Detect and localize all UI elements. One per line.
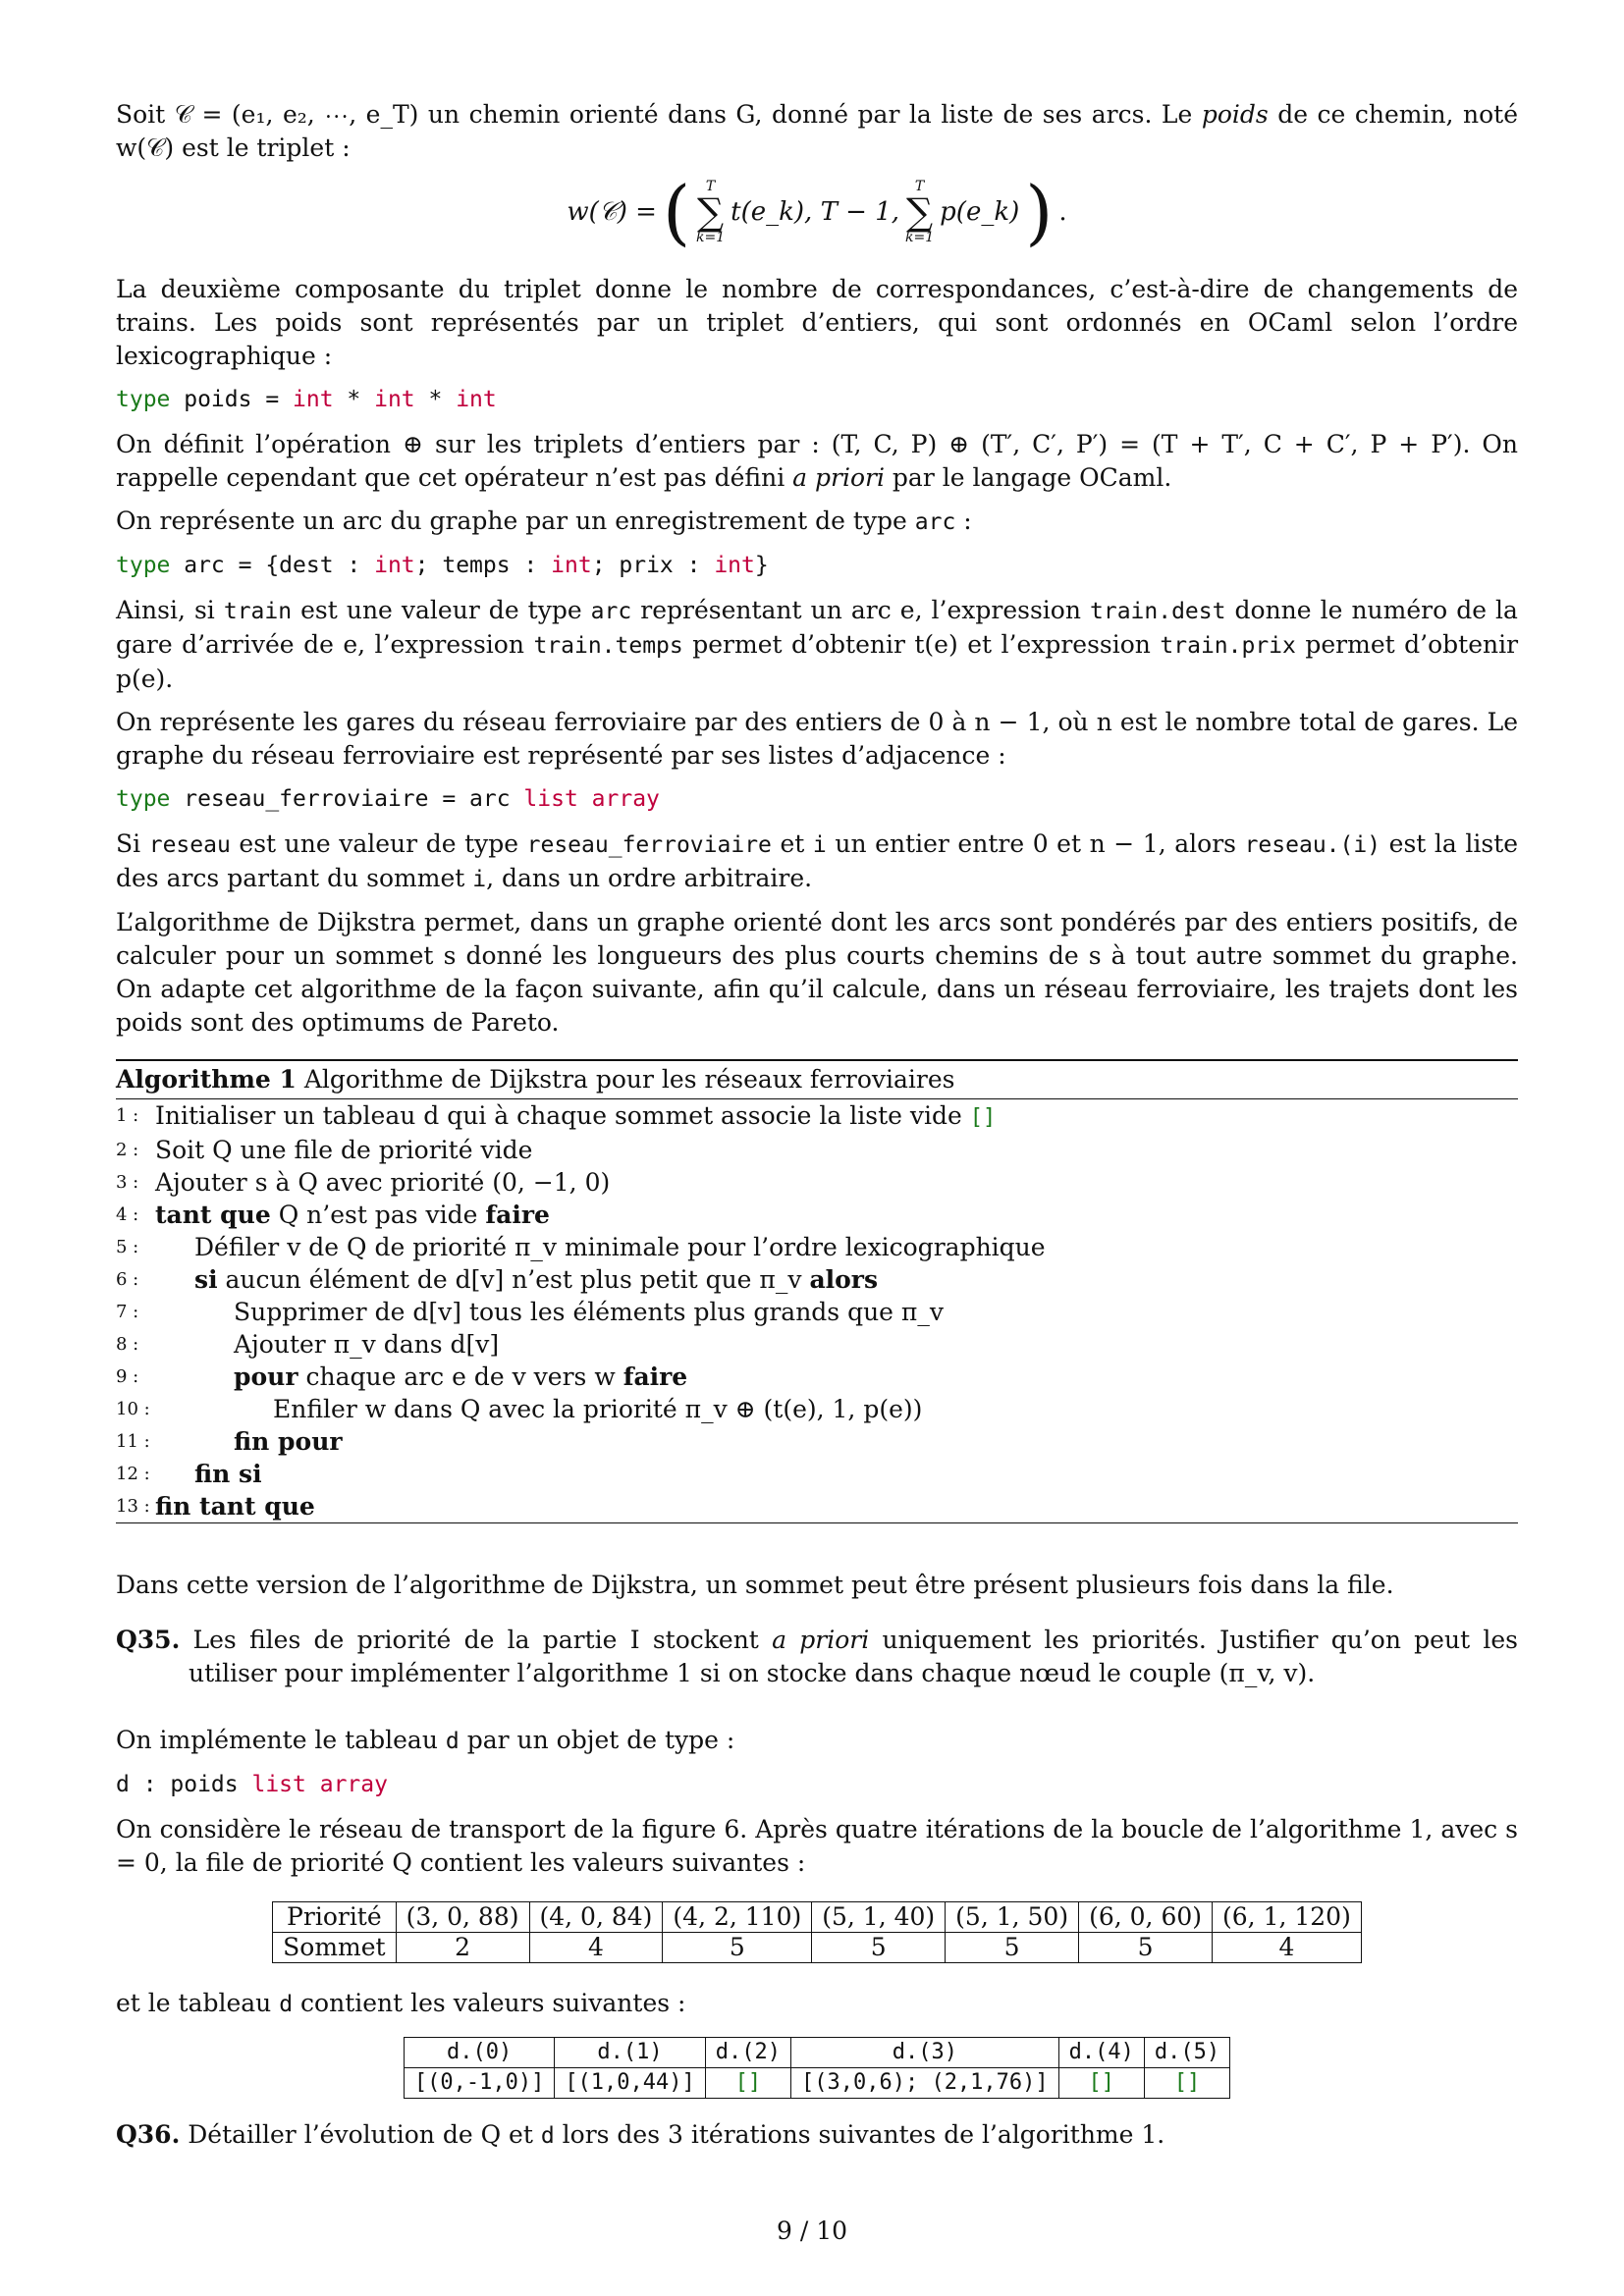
sommet-cell: 4	[1213, 1933, 1362, 1963]
code-type-poids: type poids = int * int * int	[116, 387, 497, 412]
algorithm-box	[116, 1059, 1518, 1523]
algorithm-lines	[116, 1099, 1518, 1522]
algorithm-line: 11 : fin pour	[116, 1427, 343, 1456]
algorithm-line: 7 : Supprimer de d[v] tous les éléments plus grands que π_v	[116, 1298, 944, 1326]
sommet-cell: 5	[663, 1933, 812, 1963]
d-value-cell: []	[1058, 2068, 1144, 2099]
paragraph-operator: On définit l’opération ⊕ sur les triplets d’entiers par : (T, C, P) ⊕ (T′, C′, P′) = (T + T′, C + C′, P + P′). On rappelle cependant que cet opérateur n’est pas défini a priori par le langage OCaml.	[116, 430, 1518, 492]
priority-cell: (5, 1, 50)	[946, 1902, 1079, 1933]
page-content	[116, 98, 1518, 2163]
code-type-arc: type arc = {dest : int; temps : int; prix : int}	[116, 553, 769, 578]
d-header-cell: d.(4)	[1058, 2038, 1144, 2068]
priority-table-wrap	[116, 1901, 1518, 1963]
d-header-cell: d.(5)	[1144, 2038, 1229, 2068]
paragraph-arc: On représente un arc du graphe par un enregistrement de type arc :	[116, 507, 972, 535]
code-type-reseau: type reseau_ferroviaire = arc list array	[116, 786, 660, 812]
paragraph-train: Ainsi, si train est une valeur de type arc représentant un arc e, l’expression train.dest donne le numéro de la gare d’arrivée de e, l’expression train.temps permet d’obtenir t(e) et l’expression train.prix permet d’obtenir p(e).	[116, 596, 1519, 693]
algorithm-line: 10 : Enfiler w dans Q avec la priorité π_v ⊕ (t(e), 1, p(e))	[116, 1395, 923, 1423]
algorithm-line: 8 : Ajouter π_v dans d[v]	[116, 1330, 500, 1359]
algorithm-line: 13 : fin tant que	[116, 1492, 315, 1521]
algorithm-line: 1 : Initialiser un tableau d qui à chaque sommet associe la liste vide []	[116, 1101, 997, 1130]
priority-table	[272, 1901, 1362, 1963]
algorithm-line: 5 : Défiler v de Q de priorité π_v minimale pour l’ordre lexicographique	[116, 1233, 1046, 1261]
d-header-cell: d.(0)	[404, 2038, 554, 2068]
table-header-cell: Sommet	[273, 1933, 396, 1963]
algorithm-line: 3 : Ajouter s à Q avec priorité (0, −1, 0)	[116, 1168, 611, 1197]
question-q35: Q35. Les files de priorité de la partie I stockent a priori uniquement les priorités. Justifier qu’on peut les utiliser pour implémenter l’algorithme 1 si on stocke dans chaque nœud le couple (π_v, v).	[116, 1626, 1518, 1687]
priority-cell: (3, 0, 88)	[396, 1902, 529, 1933]
sommet-cell: 4	[529, 1933, 663, 1963]
intro-paragraph: Soit 𝒞 = (e₁, e₂, ⋯, e_T) un chemin orienté dans G, donné par la liste de ses arcs. Le poids de ce chemin, noté w(𝒞) est le triplet :	[116, 100, 1519, 162]
d-value-cell: []	[705, 2068, 790, 2099]
d-header-cell: d.(1)	[555, 2038, 705, 2068]
d-value-cell: [(3,0,6); (2,1,76)]	[791, 2068, 1059, 2099]
paragraph-multiple: Dans cette version de l’algorithme de Dijkstra, un sommet peut être présent plusieurs fois dans la file.	[116, 1571, 1394, 1599]
paragraph-tableau-d: et le tableau d contient les valeurs suivantes :	[116, 1989, 686, 2017]
paragraph-impl-d: On implémente le tableau d par un objet de type :	[116, 1726, 735, 1754]
algorithm-line: 6 : si aucun élément de d[v] n’est plus petit que π_v alors	[116, 1265, 879, 1294]
sommet-cell: 5	[812, 1933, 946, 1963]
sommet-cell: 5	[1079, 1933, 1213, 1963]
priority-cell: (6, 0, 60)	[1079, 1902, 1213, 1933]
d-value-cell: []	[1144, 2068, 1229, 2099]
paragraph-consider: On considère le réseau de transport de la figure 6. Après quatre itérations de la boucle de l’algorithme 1, avec s = 0, la file de priorité Q contient les valeurs suivantes :	[116, 1815, 1518, 1877]
algorithm-line: 9 : pour chaque arc e de v vers w faire	[116, 1362, 688, 1391]
paragraph-reseau: Si reseau est une valeur de type reseau_ferroviaire et i un entier entre 0 et n − 1, alors reseau.(i) est la liste des arcs partant du sommet i, dans un ordre arbitraire.	[116, 829, 1519, 892]
sommet-cell: 5	[946, 1933, 1079, 1963]
sommet-cell: 2	[396, 1933, 529, 1963]
algorithm-header: Algorithme 1 Algorithme de Dijkstra pour les réseaux ferroviaires	[116, 1061, 1518, 1099]
paragraph-poids: La deuxième composante du triplet donne le nombre de correspondances, c’est-à-dire de changements de trains. Les poids sont représentés par un triplet d’entiers, qui sont ordonnés en OCaml selon l’ordre lexicographique :	[116, 275, 1518, 370]
page-number: 9 / 10	[776, 2216, 848, 2245]
priority-cell: (4, 0, 84)	[529, 1902, 663, 1933]
sum-symbol: T ∑ k=1	[696, 179, 726, 245]
algorithm-line: 4 : tant que Q n’est pas vide faire	[116, 1201, 550, 1229]
d-value-cell: [(1,0,44)]	[555, 2068, 705, 2099]
sum-symbol: T ∑ k=1	[905, 179, 935, 245]
code-d-type: d : poids list array	[116, 1772, 388, 1797]
paragraph-gares: On représente les gares du réseau ferroviaire par des entiers de 0 à n − 1, où n est le nombre total de gares. Le graphe du réseau ferroviaire est représenté par ses listes d’adjacence :	[116, 708, 1518, 770]
d-table	[404, 2037, 1230, 2099]
priority-cell: (5, 1, 40)	[812, 1902, 946, 1933]
paragraph-dijkstra: L’algorithme de Dijkstra permet, dans un graphe orienté dont les arcs sont pondérés par des entiers positifs, de calculer pour un sommet s donné les longueurs des plus courts chemins de s à tout autre sommet du graphe. On adapte cet algorithme de la façon suivante, afin qu’il calcule, dans un réseau ferroviaire, les trajets dont les poids sont des optimums de Pareto.	[116, 908, 1518, 1037]
d-header-cell: d.(2)	[705, 2038, 790, 2068]
question-q36: Q36. Détailler l’évolution de Q et d lors des 3 itérations suivantes de l’algorithme 1.	[116, 2120, 1165, 2149]
priority-cell: (4, 2, 110)	[663, 1902, 812, 1933]
priority-cell: (6, 1, 120)	[1213, 1902, 1362, 1933]
algorithm-line: 2 : Soit Q une file de priorité vide	[116, 1136, 533, 1164]
weight-formula: w(𝒞) = ( T ∑ k=1 t(e_k), T − 1, T ∑ k=1 p(e_k) ) .	[567, 171, 1067, 253]
d-header-cell: d.(3)	[791, 2038, 1059, 2068]
d-table-wrap	[116, 2037, 1518, 2099]
d-value-cell: [(0,-1,0)]	[404, 2068, 554, 2099]
algorithm-line: 12 : fin si	[116, 1460, 262, 1488]
table-header-cell: Priorité	[273, 1902, 396, 1933]
